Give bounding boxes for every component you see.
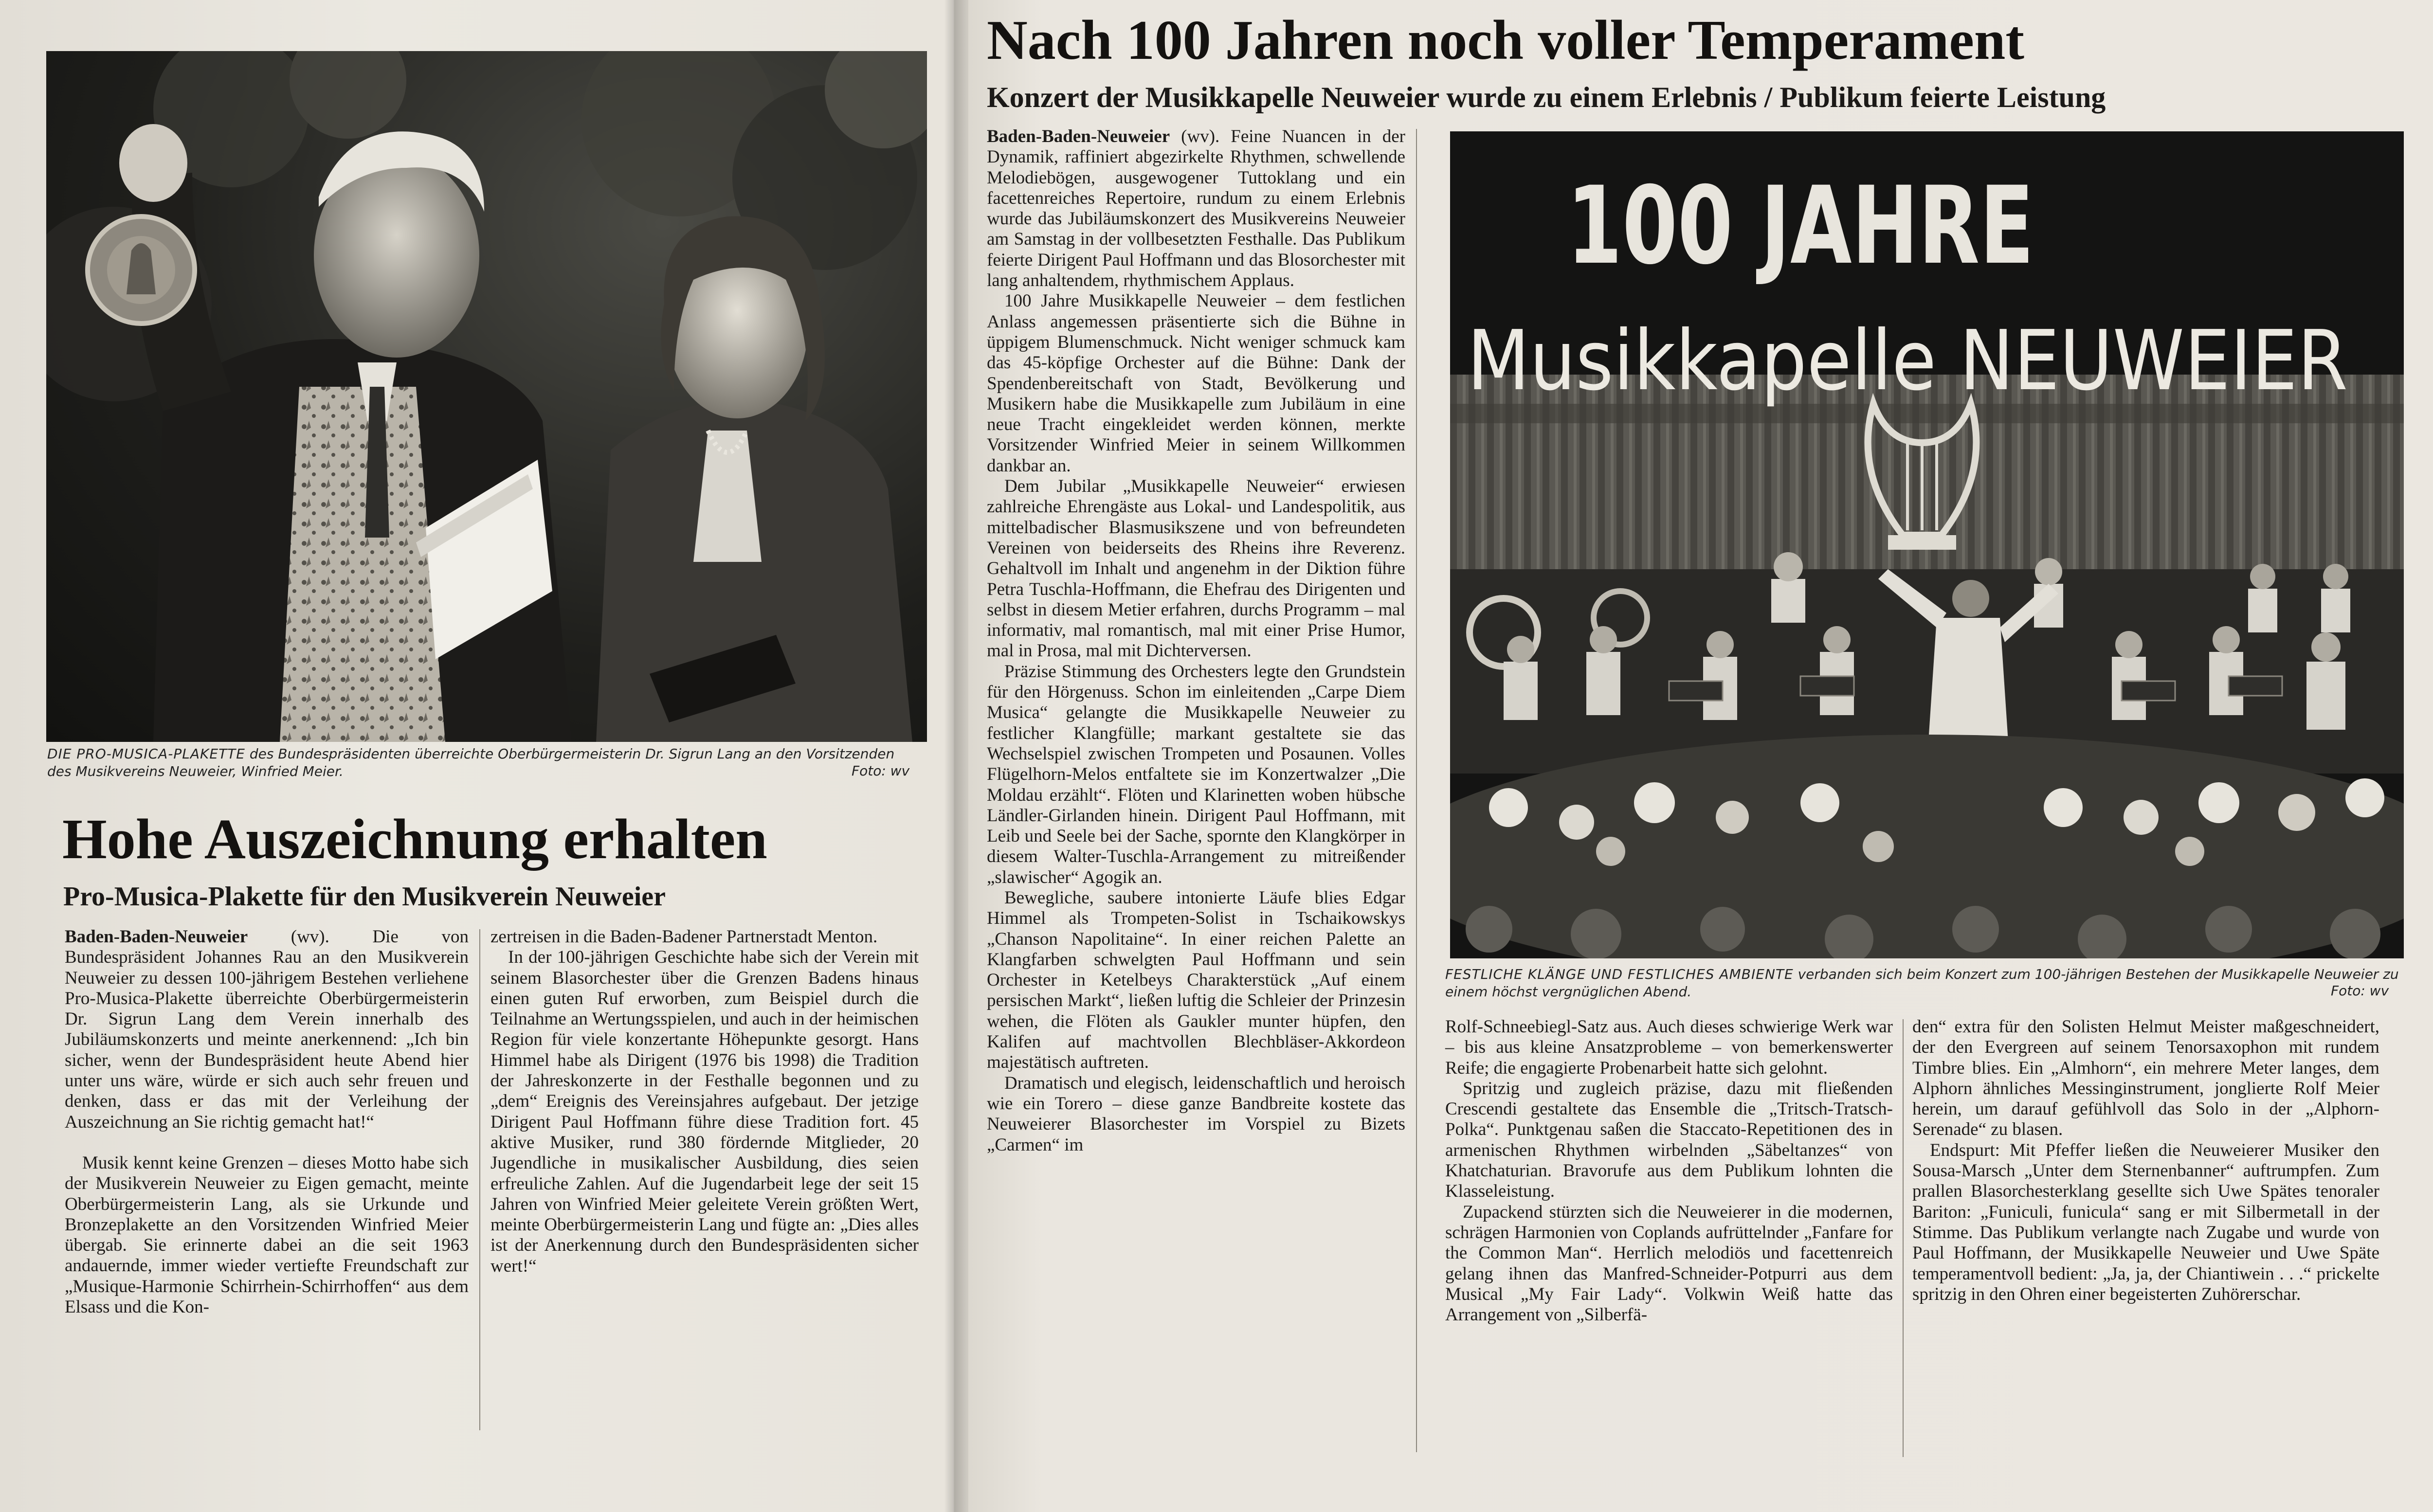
concert-photo-credit: Foto: wv <box>2331 983 2389 999</box>
left-col1-para-2: Musik kennt keine Grenzen – dieses Motto habe sich der Musikverein Neuweier zu Eigen gemacht, meinte Oberbürgermeisterin Lang, als sie Urkunde und Bronzeplakette an den Vorsitzenden Winfried Meier übergab. Sie erinnerte dabei an die seit 1963 andauernde, immer wieder vertiefte Freundschaft zur „Musique-Harmonie Schirrhein-Schirrhoffen“ aus dem Elsass und die Kon- <box>65 1152 469 1317</box>
right-newspaper-page <box>954 0 2433 1512</box>
right-col3-para-1: den“ extra für den Solisten Helmut Meister maßgeschneidert, der den Evergreen auf seinem Tenorsaxophon mit rundem Timbre blies. Ein „Almhorn“, ein mehrere Meter langes, dem Alphorn ähnliches Messinginstrument, jonglierte Rolf Meier herein, um darauf gefühlvoll das Solo in der „Alphorn-Serenade“ zu blasen. <box>1912 1017 2379 1140</box>
banner-100-jahre: 100 JAHRE <box>1567 163 2034 288</box>
award-photo-caption <box>47 745 918 780</box>
right-dateline: Baden-Baden-Neuweier <box>987 126 1170 146</box>
award-photo-caption-text: des Bundespräsidenten überreichte Oberbürgermeisterin Dr. Sigrun Lang an den Vorsitzenden des Musikvereins Neuweier, Winfried Meier. <box>47 746 895 779</box>
page-fold-shadow <box>944 0 968 1512</box>
left-article-column-1 <box>65 927 469 1317</box>
left-col2-para-2: In der 100-jährigen Geschichte habe sich der Verein mit seinem Blasorchester über die Grenzen Badens hinaus einen guten Ruf erworben, zum Beispiel durch die Teilnahme an Wertungsspielen, und auch in der heimischen Region für viele konzertante Höhepunkte gesorgt. Hans Himmel habe als Dirigent (1976 bis 1998) die Tradition der Jahreskonzerte in der Festhalle begonnen und zu „dem“ Ereignis des Vereinsjahres aufgebaut. Der jetzige Dirigent Paul Hoffmann führe diese Tradition fort. 45 aktive Musiker, rund 380 fördernde Mitglieder, 20 Jugendliche in musikalischer Ausbildung, dies seien erfreuliche Zahlen. Auf die Jugendarbeit lege der seit 15 Jahren von Winfried Meier geleitete Verein größten Wert, meinte Oberbürgermeisterin Lang und fügte an: „Dies alles ist der Anerkennung durch den Bundespräsidenten sicher wert!“ <box>490 947 919 1276</box>
concert-photo-caption-lead: FESTLICHE KLÄNGE UND FESTLICHES AMBIENTE <box>1445 966 1794 982</box>
right-col1-para-5: Bewegliche, saubere intonierte Läufe blies Edgar Himmel als Trompeten-Solist in Tschaikowskys „Chanson Napolitaine“. In einer reichen Palette an Klangfarben schwelgten Paul Hoffmann und sein Orchester in Ketelbeys Charakterstück „Auf einem persischen Markt“, ließen luftig die Schleier der Prinzesin wehen, die Flöten als Gaukler munter hüpfen, den Kalifen auf machtvollen Blechbläser-Akkordeon majestätisch auftreten. <box>987 887 1405 1073</box>
right-col1-para-1: (wv). Feine Nuancen in der Dynamik, raffiniert abgezirkelte Rhythmen, schwellende Melodiebögen, ausgewogener Tuttoklang und ein facettenreiches Repertoire, rundum zu einem Erlebnis wurde das Jubiläumskonzert des Musikvereins Neuweier am Samstag in der vollbesetzten Festhalle. Das Publikum feierte Dirigent Paul Hoffmann und das Blosorchester mit lang anhaltendem, rhythmischem Applaus. <box>987 126 1405 291</box>
right-article-column-3 <box>1912 1017 2379 1305</box>
right-headline: Nach 100 Jahren noch voller Temperament <box>987 9 2025 72</box>
right-article-column-1 <box>987 126 1405 1155</box>
left-col2-para-1: zertreisen in die Baden-Badener Partnerstadt Menton. <box>490 927 878 947</box>
right-col1-para-4: Präzise Stimmung des Orchesters legte den Grundstein für den Hörgenuss. Schon im einleitenden „Carpe Diem Musica“ gelangte die Musikkapelle Neuweier zu festlicher Klangfülle; markant gestaltete sie das Wechselspiel zwischen Trompeten und Posaunen. Volles Flügelhorn-Melos entfaltete sie im Konzertwalzer „Die Moldau erzählt“. Flöten und Klarinetten woben hübsche Ländler-Girlanden hinein. Dirigent Paul Hoffmann, mit Leib und Seele bei der Sache, spornte den Klangkörper in diesem Walter-Tuschla-Arrangement zu mitreißender „slawischer“ Agogik an. <box>987 661 1405 887</box>
concert-photo-caption-text: verbanden sich beim Konzert zum 100-jährigen Bestehen der Musikkapelle Neuweier zu einem höchst vergnüglichen Abend. <box>1445 966 2399 1000</box>
award-photo-image <box>46 51 927 742</box>
right-col1-para-6: Dramatisch und elegisch, leidenschaftlich und heroisch wie ein Torero – diese ganze Bandbreite kostete das Neuweierer Blasorchester im Vorspiel zu Bizets „Carmen“ im <box>987 1073 1405 1155</box>
right-column-divider-2 <box>1903 1019 1904 1457</box>
banner-musikkapelle-neuweier: Musikkapelle NEUWEIER <box>1467 313 2348 409</box>
left-col1-para-1: (wv). Die von Bundespräsident Johannes Rau an den Musikverein Neuweier zu dessen 100-jährigem Bestehen verliehene Pro-Musica-Plakette überreichte Oberbürgermeisterin Dr. Sigrun Lang dem Verein innerhalb des Jubiläumskonzerts und meinte anerkennend: „Ich bin sicher, wenn der Bundespräsident heute Abend hier unter uns wäre, würde er sich auch sehr freuen und denken, dass er das mit der Verleihung der Auszeichnung an Sie richtig gemacht hat!“ <box>65 927 469 1132</box>
left-subheadline: Pro-Musica-Plakette für den Musikverein Neuweier <box>63 882 666 912</box>
award-photo-caption-lead: DIE PRO-MUSICA-PLAKETTE <box>47 746 245 762</box>
left-article-column-2 <box>490 927 919 1277</box>
right-col2-para-1: Rolf-Schneebiegl-Satz aus. Auch dieses schwierige Werk war – bis aus kleine Ansatzprobleme – von bemerkenswerter Reife; die engagierte Probenarbeit hatte sich gelohnt. <box>1445 1017 1893 1078</box>
concert-photo <box>1450 131 2404 958</box>
right-col1-para-3: Dem Jubilar „Musikkapelle Neuweier“ erwiesen zahlreiche Ehrengäste aus Lokal- und Landespolitik, aus mittelbadischer Blasmusikszene und von befreundeten Vereinen von beiderseits des Rheins ihre Reverenz. Gehaltvoll im Inhalt und angenehm in der Diktion führe Petra Tuschla-Hoffmann, die Ehefrau des Dirigenten und selbst in diesem Metier erfahren, durchs Programm – mal informativ, mal romantisch, mal mit einer Prise Humor, mal in Prosa, mal mit Dichterversen. <box>987 476 1405 661</box>
right-col2-para-3: Zupackend stürzten sich die Neuweierer in die modernen, schrägen Harmonien von Coplands aufrüttelnder „Fanfare for the Common Man“. Herrlich melodiös und facettenreich gelang ihnen das Manfred-Schneider-Potpurri aus dem Musical „My Fair Lady“. Volkwin Weiß hatte das Arrangement von „Silberfä- <box>1445 1202 1893 1325</box>
right-col3-para-2: Endspurt: Mit Pfeffer ließen die Neuweierer Musiker den Sousa-Marsch „Unter dem Sternenbanner“ auftrumpfen. Zum prallen Blasorchesterklang gesellte sich Uwe Spätes tenoraler Bariton: „Funiculi, funicula“ sang er mit Silbermetall in der Stimme. Das Publikum verlangte nach Zugabe und wurde von Paul Hoffmann, der Musikkapelle Neuweier und Uwe Späte temperamentvoll bedient: „Ja, ja, der Chiantiwein . . .“ prickelte spritzig in den Ohren einer begeisterten Zuhörerschar. <box>1912 1140 2379 1304</box>
right-article-column-2 <box>1445 1017 1893 1325</box>
left-column-divider <box>479 929 480 1430</box>
right-col1-para-2: 100 Jahre Musikkapelle Neuweier – dem festlichen Anlass angemessen präsentierte sich die Bühne in üppigem Blumenschmuck. Nicht weniger schmuck kam das 45-köpfige Orchester auf die Bühne: Dank der Spendenbereitschaft von Stadt, Bevölkerung und Musikern habe die Musikkapelle zum Jubiläum in eine neue Tracht eingekleidet werden können, merkte Vorsitzender Winfried Meier in seinem Willkommen dankbar an. <box>987 291 1405 476</box>
concert-photo-caption <box>1445 966 2409 1001</box>
concert-photo-image <box>1450 131 2404 958</box>
right-subheadline: Konzert der Musikkapelle Neuweier wurde zu einem Erlebnis / Publikum feierte Leistung <box>987 81 2106 113</box>
right-column-divider-1 <box>1416 129 1417 1452</box>
award-photo <box>46 51 927 742</box>
right-col2-para-2: Spritzig und zugleich präzise, dazu mit fließenden Crescendi gestaltete das Ensemble die „Tritsch-Tratsch-Polka“. Punktgenau saßen die Staccato-Repetitionen des in armenischen Rhythmen wirbelnden „Säbeltanzes“ von Khatchaturian. Bravorufe aus dem Publikum lohnten die Klasseleistung. <box>1445 1078 1893 1202</box>
left-dateline: Baden-Baden-Neuweier <box>65 927 248 947</box>
award-photo-credit: Foto: wv <box>852 763 910 779</box>
left-headline: Hohe Auszeichnung erhalten <box>62 807 767 871</box>
left-newspaper-page <box>0 0 954 1512</box>
